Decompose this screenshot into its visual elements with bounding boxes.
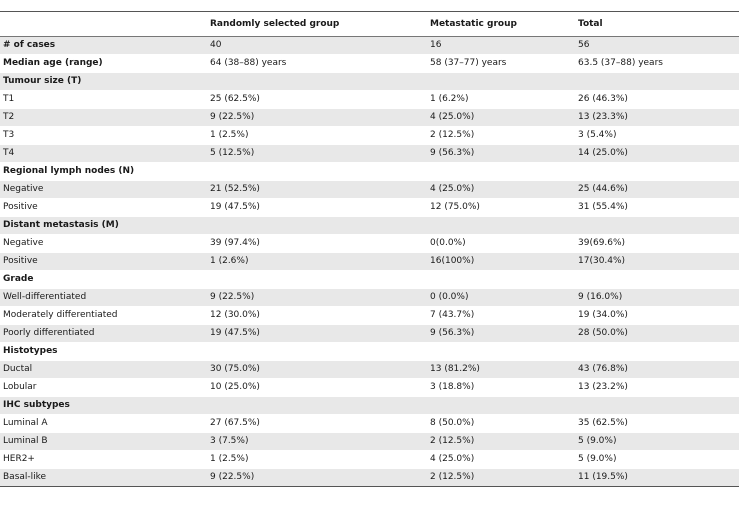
- cell-random-group: [207, 343, 427, 361]
- cell-metastatic-group: 2 (12.5%): [427, 469, 575, 487]
- cell-total: 11 (19.5%): [575, 469, 739, 487]
- row-label: Positive: [0, 199, 207, 217]
- table-row: [0, 235, 739, 253]
- section-row: [0, 217, 739, 235]
- cell-metastatic-group: 8 (50.0%): [427, 415, 575, 433]
- section-row: [0, 271, 739, 289]
- cell-random-group: 5 (12.5%): [207, 145, 427, 163]
- cell-random-group: 27 (67.5%): [207, 415, 427, 433]
- table-row: [0, 433, 739, 451]
- row-label: HER2+: [0, 451, 207, 469]
- cell-metastatic-group: [427, 217, 575, 235]
- table-row: [0, 469, 739, 487]
- cell-random-group: 25 (62.5%): [207, 91, 427, 109]
- cell-random-group: 64 (38–88) years: [207, 55, 427, 73]
- cell-random-group: 9 (22.5%): [207, 109, 427, 127]
- row-label: Tumour size (T): [0, 73, 207, 91]
- cell-metastatic-group: [427, 343, 575, 361]
- cell-total: 17(30.4%): [575, 253, 739, 271]
- cell-metastatic-group: 4 (25.0%): [427, 109, 575, 127]
- table-row: [0, 199, 739, 217]
- cell-random-group: 1 (2.5%): [207, 127, 427, 145]
- cell-total: 35 (62.5%): [575, 415, 739, 433]
- table-row: [0, 91, 739, 109]
- cell-random-group: 9 (22.5%): [207, 469, 427, 487]
- cell-random-group: 40: [207, 37, 427, 55]
- cell-metastatic-group: 16(100%): [427, 253, 575, 271]
- table-row: [0, 181, 739, 199]
- row-label: T1: [0, 91, 207, 109]
- table-row: [0, 37, 739, 55]
- cell-random-group: 19 (47.5%): [207, 325, 427, 343]
- cell-total: 25 (44.6%): [575, 181, 739, 199]
- cell-metastatic-group: [427, 73, 575, 91]
- cell-random-group: 39 (97.4%): [207, 235, 427, 253]
- row-label: Lobular: [0, 379, 207, 397]
- table-row: [0, 379, 739, 397]
- row-label: # of cases: [0, 37, 207, 55]
- cell-metastatic-group: 58 (37–77) years: [427, 55, 575, 73]
- cell-metastatic-group: [427, 271, 575, 289]
- cell-total: [575, 343, 739, 361]
- header-random-group: Randomly selected group: [207, 12, 427, 37]
- table-row: [0, 109, 739, 127]
- cell-random-group: [207, 271, 427, 289]
- table-row: [0, 451, 739, 469]
- cell-total: 31 (55.4%): [575, 199, 739, 217]
- cell-total: [575, 217, 739, 235]
- cell-random-group: 9 (22.5%): [207, 289, 427, 307]
- row-label: T4: [0, 145, 207, 163]
- row-label: IHC subtypes: [0, 397, 207, 415]
- cell-metastatic-group: 7 (43.7%): [427, 307, 575, 325]
- table-row: [0, 307, 739, 325]
- row-label: Positive: [0, 253, 207, 271]
- table-body: [0, 37, 739, 487]
- table-row: [0, 361, 739, 379]
- row-label: Basal-like: [0, 469, 207, 487]
- cell-total: 19 (34.0%): [575, 307, 739, 325]
- cell-random-group: 12 (30.0%): [207, 307, 427, 325]
- cell-total: 14 (25.0%): [575, 145, 739, 163]
- cell-metastatic-group: 1 (6.2%): [427, 91, 575, 109]
- row-label: Luminal A: [0, 415, 207, 433]
- cell-random-group: 10 (25.0%): [207, 379, 427, 397]
- row-label: Distant metastasis (M): [0, 217, 207, 235]
- patient-characteristics-table: [0, 11, 739, 487]
- cell-random-group: [207, 217, 427, 235]
- cell-random-group: 3 (7.5%): [207, 433, 427, 451]
- cell-total: 13 (23.2%): [575, 379, 739, 397]
- cell-total: 5 (9.0%): [575, 433, 739, 451]
- cell-total: 56: [575, 37, 739, 55]
- row-label: Negative: [0, 181, 207, 199]
- cell-total: 28 (50.0%): [575, 325, 739, 343]
- row-label: Luminal B: [0, 433, 207, 451]
- table-row: [0, 415, 739, 433]
- cell-random-group: [207, 163, 427, 181]
- header-characteristic: [0, 12, 207, 37]
- row-label: Negative: [0, 235, 207, 253]
- cell-total: 3 (5.4%): [575, 127, 739, 145]
- cell-metastatic-group: [427, 397, 575, 415]
- table-row: [0, 325, 739, 343]
- cell-random-group: 1 (2.6%): [207, 253, 427, 271]
- cell-total: [575, 73, 739, 91]
- table-row: [0, 253, 739, 271]
- row-label: Grade: [0, 271, 207, 289]
- cell-metastatic-group: 4 (25.0%): [427, 451, 575, 469]
- table-row: [0, 127, 739, 145]
- row-label: T3: [0, 127, 207, 145]
- table-row: [0, 145, 739, 163]
- cell-metastatic-group: 0(0.0%): [427, 235, 575, 253]
- cell-total: [575, 271, 739, 289]
- cell-total: 39(69.6%): [575, 235, 739, 253]
- table-row: [0, 55, 739, 73]
- cell-random-group: 19 (47.5%): [207, 199, 427, 217]
- cell-total: 5 (9.0%): [575, 451, 739, 469]
- cell-metastatic-group: 12 (75.0%): [427, 199, 575, 217]
- header-total: Total: [575, 12, 739, 37]
- cell-random-group: [207, 397, 427, 415]
- cell-total: 26 (46.3%): [575, 91, 739, 109]
- cell-metastatic-group: 3 (18.8%): [427, 379, 575, 397]
- cell-metastatic-group: 13 (81.2%): [427, 361, 575, 379]
- cell-total: 9 (16.0%): [575, 289, 739, 307]
- table-header: [0, 12, 739, 37]
- cell-metastatic-group: 0 (0.0%): [427, 289, 575, 307]
- cell-total: 63.5 (37–88) years: [575, 55, 739, 73]
- section-row: [0, 343, 739, 361]
- header-row: [0, 12, 739, 37]
- cell-random-group: 21 (52.5%): [207, 181, 427, 199]
- row-label: Regional lymph nodes (N): [0, 163, 207, 181]
- cell-metastatic-group: 16: [427, 37, 575, 55]
- table-row: [0, 289, 739, 307]
- cell-metastatic-group: 2 (12.5%): [427, 433, 575, 451]
- cell-total: [575, 163, 739, 181]
- row-label: Ductal: [0, 361, 207, 379]
- cell-random-group: 30 (75.0%): [207, 361, 427, 379]
- section-row: [0, 163, 739, 181]
- cell-total: [575, 397, 739, 415]
- cell-metastatic-group: 2 (12.5%): [427, 127, 575, 145]
- cell-metastatic-group: 4 (25.0%): [427, 181, 575, 199]
- cell-metastatic-group: 9 (56.3%): [427, 325, 575, 343]
- cell-random-group: [207, 73, 427, 91]
- section-row: [0, 73, 739, 91]
- cell-metastatic-group: 9 (56.3%): [427, 145, 575, 163]
- row-label: Moderately differentiated: [0, 307, 207, 325]
- row-label: Poorly differentiated: [0, 325, 207, 343]
- cell-metastatic-group: [427, 163, 575, 181]
- cell-total: 13 (23.3%): [575, 109, 739, 127]
- section-row: [0, 397, 739, 415]
- row-label: Histotypes: [0, 343, 207, 361]
- row-label: Well-differentiated: [0, 289, 207, 307]
- row-label: T2: [0, 109, 207, 127]
- row-label: Median age (range): [0, 55, 207, 73]
- cell-total: 43 (76.8%): [575, 361, 739, 379]
- cell-random-group: 1 (2.5%): [207, 451, 427, 469]
- header-metastatic-group: Metastatic group: [427, 12, 575, 37]
